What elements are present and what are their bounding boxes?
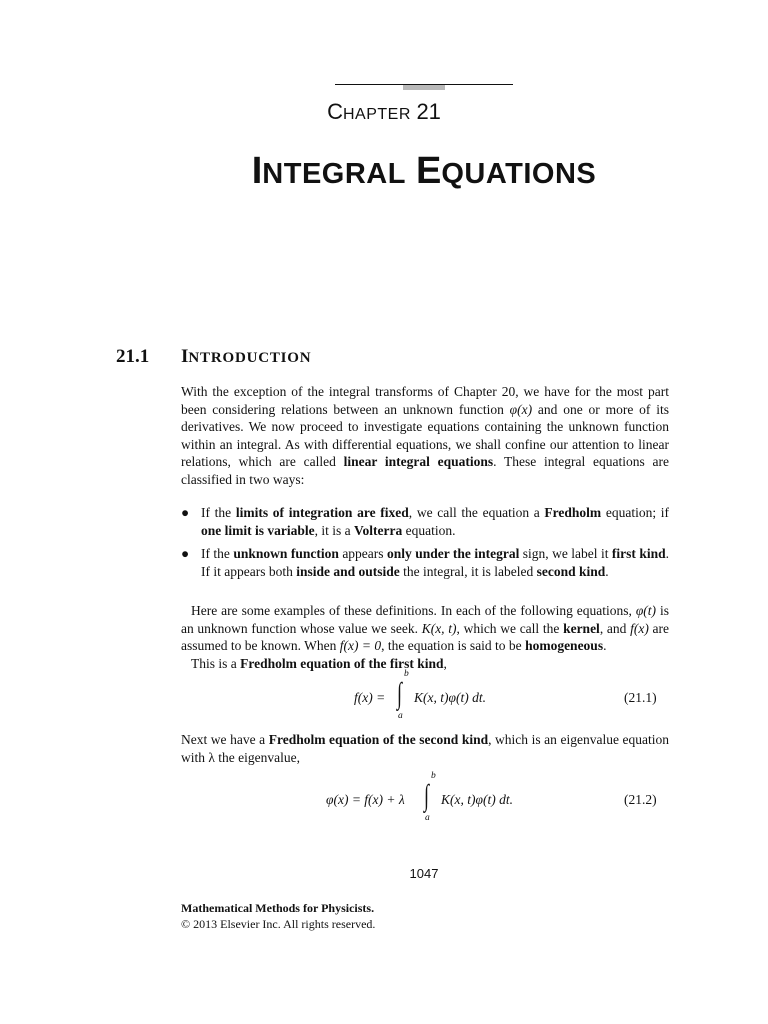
term-fredholm: Fredholm [544,505,602,520]
list-item [181,504,669,539]
footer [181,900,375,932]
footer-copyright: © 2013 Elsevier Inc. All rights reserved. [181,917,376,931]
examples-text: , which we call the [456,620,564,636]
chapter-title [0,150,768,193]
intro-text-2: and one or more of its derivatives. We now proceed to investigate equations containing the unknown function within an integral. As with differential equations, we shall confine our attention to linear relations, which are called [181,401,669,470]
eq2-lhs: φ(x) = f(x) + λ [326,792,405,807]
term-homogeneous: homogeneous [525,638,604,654]
title-word2-rest: QUATIONS [441,158,597,190]
bullet-text: If the [201,546,234,561]
term-first-kind: first kind [611,546,666,561]
bullet-icon: ● [181,505,190,520]
chapter-number: 21 [416,99,441,124]
bullet-text: , we call the equation a [408,505,545,520]
intro-text-3: . These integral equations are classified in two ways: [181,454,669,487]
bullet-text: sign, we label it [519,546,612,561]
math-phi-t: φ(t) [635,603,657,618]
eq1-rhs: K(x, t)φ(t) dt. [414,690,486,705]
term-kernel: kernel [563,620,600,636]
next-paragraph [181,731,669,766]
eq2-lower-limit: a [425,813,430,823]
examples-text: This is a [191,655,241,671]
footer-book-title: Mathematical Methods for Physicists. [181,901,375,915]
eq2-rhs: K(x, t)φ(t) dt. [441,792,513,807]
bullet-bold: inside and outside [296,563,400,579]
section-title-rest: NTRODUCTION [188,350,312,366]
math-kernel: K(x, t) [421,620,457,636]
math-f-zero: f(x) = 0 [339,638,382,654]
eq1-number: (21.1) [624,690,657,705]
bullet-text: . [605,563,609,579]
term-fredholm-first-kind: Fredholm equation of the first kind [240,655,444,671]
examples-text: , the equation is said to be [381,638,526,654]
bullet-bold: unknown function [233,546,339,561]
section-title [181,346,311,368]
bullet-bold: one limit is variable [201,522,315,538]
integral-sign-icon: ∫ [397,677,402,710]
section-title-initial: I [181,346,189,367]
bullet-text: If the [201,505,236,520]
chapter-label-initial: C [327,99,343,124]
eq1-lhs: f(x) = [354,690,386,705]
examples-text: , and [599,620,631,636]
eq2-upper-limit: b [431,771,436,781]
title-word1-rest: NTEGRAL [262,158,406,190]
title-word2-initial: E [415,150,442,192]
page-number: 1047 [409,866,439,881]
next-text: Next we have a [181,732,269,747]
term-linear-integral-equations: linear integral equations [343,454,494,470]
term-volterra: Volterra [354,522,403,538]
bullet-text: equation. [402,522,456,538]
term-second-kind: second kind [536,563,606,579]
bullet-text: equation; if [601,505,670,520]
integral-sign-icon: ∫ [424,779,429,812]
list-item [181,545,669,580]
title-word1-initial: I [251,150,263,192]
bullet-bold: limits of integration are fixed [235,505,409,520]
term-fredholm-second-kind: Fredholm equation of the second kind [268,732,489,747]
examples-text: , [443,655,447,671]
bullet-text: the integral, it is labeled [399,563,537,579]
intro-text-1: With the exception of the integral transforms of Chapter 20, we have for the most part been considering relations between an unknown function [181,384,669,417]
bullet-text: , it is a [314,522,354,538]
bullet-bold: only under the integral [387,546,520,561]
chapter-label [0,99,768,125]
examples-text: are assumed to be known. When [181,620,669,654]
intro-paragraph [181,383,669,489]
examples-paragraph [181,602,669,672]
eq1-upper-limit: b [404,669,409,679]
chapter-rule-accent [403,85,445,90]
section-number: 21.1 [116,346,150,367]
bullet-text: . If it appears both [201,546,670,579]
examples-text: Here are some examples of these definitions. In each of the following equations, [191,603,636,618]
next-text: , which is an eigenvalue equation with λ the eigenvalue, [181,732,670,765]
examples-text: . [603,638,607,654]
bullet-icon: ● [181,546,190,561]
chapter-label-rest: HAPTER [342,106,411,123]
bullet-text: appears [338,546,387,561]
eq2-number: (21.2) [624,792,657,807]
examples-text: is an unknown function whose value we seek. [181,603,669,636]
math-f-x: f(x) [630,620,649,636]
math-phi-x: φ(x) [509,401,533,417]
eq1-lower-limit: a [398,711,403,721]
